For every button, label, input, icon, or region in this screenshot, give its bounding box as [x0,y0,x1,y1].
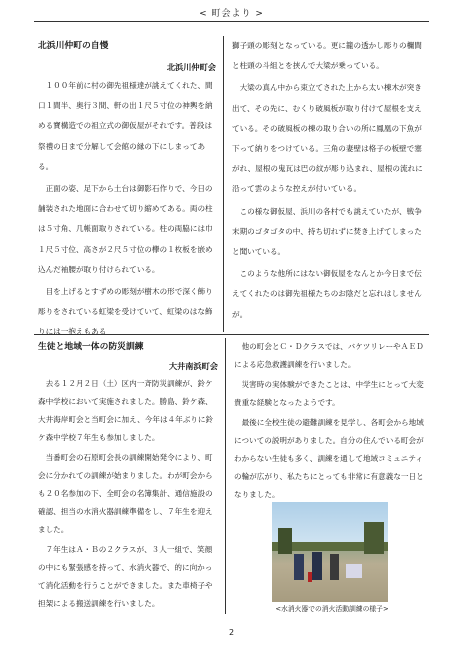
header-rule [34,21,429,22]
article1-right-column [232,36,428,325]
page-number: 2 [228,628,235,637]
article1-left-paragraph: １００年前に村の御先祖様達が誂えてくれた、間口１間半、奥行３間、軒の出１尺５寸位の神輿を納める寶構造での祖立式の御仮屋がそれです。普段は祭禮の日まで分解して会館の縁の下にしまってある。 [38,81,213,171]
article1-right-paragraph: このような他所にはない御仮屋をなんとか今日まで伝えてくれたのは御先祖様たちのお陰だと忘れはしませんが。 [232,269,422,319]
training-photo [272,502,388,602]
person [294,554,304,580]
article2-left-paragraph: 去る１２月２日（土）区内一斉防災訓練が、鈴ケ森中学校において実施されました。勝島、鈴ケ森、大井海岸町会と当町会に加え、今年は４年ぶりに鈴ケ森中学校７年生も参加しました。 [38,379,214,442]
article2-title: 生徒と地域一体の防災訓練 [38,342,144,352]
article2-byline: 大井南浜町会 [168,361,218,371]
article-separator [34,334,429,335]
article1-right-paragraph: 獅子頭の彫刻となっている。更に籠の透かし彫りの欄間と柱頭の斗組とを挟んで大梁が乗っている。 [232,41,422,71]
tree [278,528,292,554]
article1-byline: 北浜川仲町会 [166,62,216,72]
article2-left-paragraph: 当番町会の石原町会長の訓練開始発令により、町会に分かれての訓練が始まりました。わが町会からも２０名参加の下、全町会の名簿集計、通信施設の確認、担当の水消火器訓練準備をし、７年生を迎えました。 [38,453,213,534]
article1-left-column [38,40,216,343]
article2-right-paragraph: 災害時の実体験ができたことは、中学生にとって大変貴重な経験となったようです。 [234,380,424,407]
article1-title: 北浜川仲町の自慢 [38,41,109,51]
target-board [346,564,362,578]
person [330,554,339,580]
article1-left-paragraph: 目を上げるとすずめの彫刻が樹木の形で深く飾り彫りをされている虹梁を受けていて、虹梁のはな飾りには一抱えもある [38,287,213,337]
article1-column-divider [223,36,224,332]
tree [364,522,384,554]
article2-column-divider [225,338,226,614]
article1-right-paragraph: この様な御仮屋、浜川の各村でも誂えていたが、戦争末期のゴタゴタの中、持ち切れずに焚き上げてしまったと聞いている。 [232,206,422,257]
fire-extinguisher [308,572,312,582]
article1-right-paragraph: 大梁の真ん中から束立てされた上から太い棟木が突き出て、その先に、むくり破風板が取り付けて屋根を支えている。その破風板の棟の取り合いの所に鳳凰の下魚が下って納りをつけている。三角の妻壁は格子の板壁で塞がれ、屋根の鬼瓦は巴の紋が彫り込まれ、屋根の流れに沿って雲のような控えが付いている。 [232,83,423,194]
article2-right-paragraph: 最後に全校生徒の避難訓練を見学し、各町会から地域についての説明がありました。自分の住んでいる町会がわからない生徒も多く、訓練を通して地域コミュニティの輪が広がり、私たちにとっても非常に有意義な一日となりました。 [234,418,424,499]
article2-left-paragraph: ７年生はＡ・Ｂの２クラスが、３人一組で、笑顔の中にも緊張感を持って、水消火器で、的に向かって消化活動を行うことができました。また車椅子や担架による搬送訓練を行いました。 [38,545,213,608]
article2-right-column [234,338,428,504]
training-photo-illustration [272,502,388,602]
person [312,552,322,580]
article1-left-paragraph: 正面の姿、足下から土台は御影石作りで、今日の舗装された地面に合わせて切り縮めてある。両の柱は５寸角、几帳面取りされている。柱の両脇には巾１尺５寸位、高さが２尺５寸位の欅の１枚板を嵌め込んだ袖腰が取り付けられている。 [38,184,213,274]
photo-caption: <水消火器での消火活動訓練の様子> [275,605,389,613]
article2-right-paragraph: 他の町会とＣ・Ｄクラスでは、バケツリレーやＡＥＤによる応急救護訓練を行いました。 [234,342,424,369]
section-header: < 町会より > [199,9,264,19]
article2-left-column [38,341,218,613]
